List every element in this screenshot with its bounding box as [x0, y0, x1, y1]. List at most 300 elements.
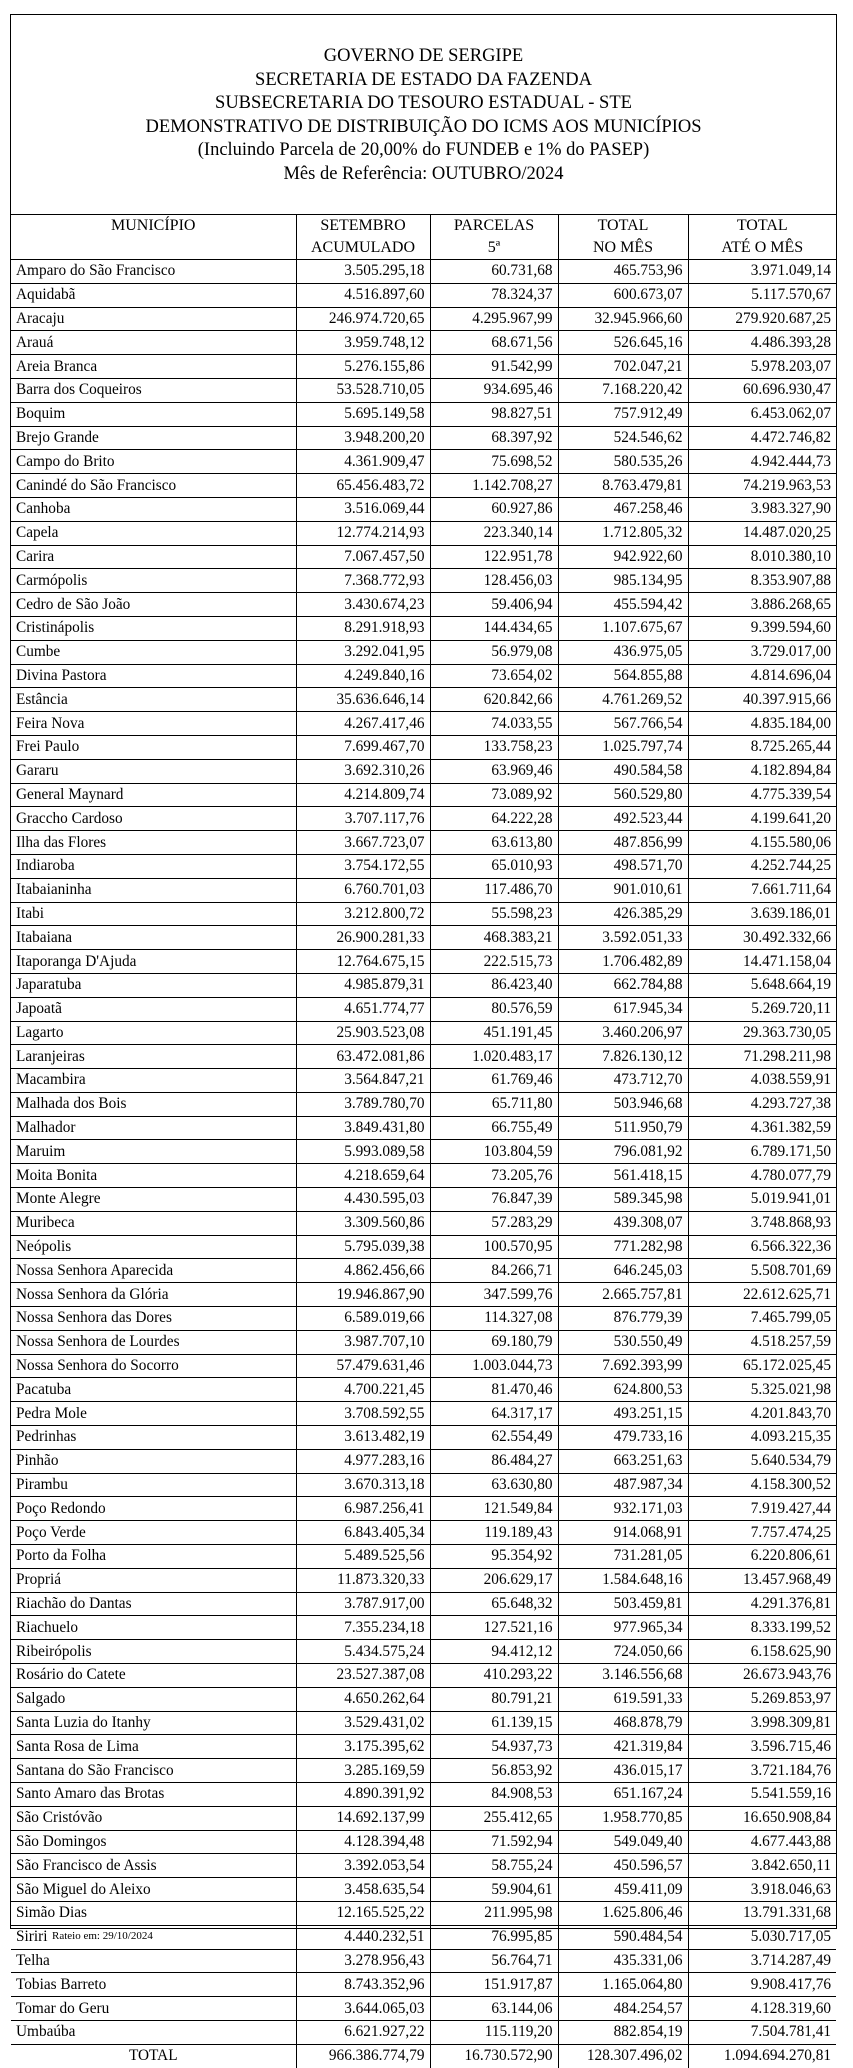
cell-total-no-mes: 7.168.220,42 [558, 378, 688, 402]
cell-municipio: Porto da Folha [11, 1545, 296, 1569]
header-line-note: (Incluindo Parcela de 20,00% do FUNDEB e 1% do PASEP) [197, 140, 650, 160]
cell-municipio: São Miguel do Aleixo [11, 1878, 296, 1902]
cell-parcela-5a: 98.827,51 [430, 402, 558, 426]
cell-setembro-acumulado: 6.589.019,66 [296, 1307, 430, 1331]
table-row [11, 1426, 836, 1450]
cell-total-ate-o-mes: 4.835.184,00 [688, 712, 836, 736]
cell-parcela-5a: 61.139,15 [430, 1711, 558, 1735]
cell-total-ate-o-mes: 5.117.570,67 [688, 283, 836, 307]
cell-total-ate-o-mes: 5.269.853,97 [688, 1687, 836, 1711]
header-line-report-title: DEMONSTRATIVO DE DISTRIBUIÇÃO DO ICMS AOS MUNICÍPIOS [145, 116, 702, 137]
cell-municipio: Poço Verde [11, 1521, 296, 1545]
table-row [11, 1521, 836, 1545]
cell-total-no-mes: 589.345,98 [558, 1188, 688, 1212]
cell-municipio: Japaratuba [11, 973, 296, 997]
cell-setembro-acumulado: 3.707.117,76 [296, 807, 430, 831]
cell-total-no-mes: 561.418,15 [558, 1164, 688, 1188]
col-header-parcelas: PARCELAS [430, 215, 558, 237]
table-head [11, 215, 836, 260]
cell-total-no-mes: 473.712,70 [558, 1069, 688, 1093]
cell-municipio: Itabaiana [11, 926, 296, 950]
cell-setembro-acumulado: 5.695.149,58 [296, 402, 430, 426]
cell-setembro-acumulado: 6.843.405,34 [296, 1521, 430, 1545]
table-row [11, 1092, 836, 1116]
cell-total-no-mes: 617.945,34 [558, 997, 688, 1021]
cell-parcela-5a: 86.484,27 [430, 1449, 558, 1473]
cell-municipio: Aracaju [11, 307, 296, 331]
cell-parcela-5a: 1.003.044,73 [430, 1354, 558, 1378]
cell-total-ate-o-mes: 5.019.941,01 [688, 1188, 836, 1212]
cell-total-ate-o-mes: 7.757.474,25 [688, 1521, 836, 1545]
cell-parcela-5a: 127.521,16 [430, 1616, 558, 1640]
cell-total-no-mes: 498.571,70 [558, 854, 688, 878]
cell-parcela-5a: 76.995,85 [430, 1925, 558, 1949]
cell-total-no-mes: 503.459,81 [558, 1592, 688, 1616]
cell-municipio: Pirambu [11, 1473, 296, 1497]
cell-total-no-mes: 524.546,62 [558, 426, 688, 450]
table-row [11, 1949, 836, 1973]
table-row [11, 712, 836, 736]
cell-setembro-acumulado: 3.212.800,72 [296, 902, 430, 926]
table-row [11, 569, 836, 593]
cell-setembro-acumulado: 3.175.395,62 [296, 1735, 430, 1759]
cell-setembro-acumulado: 246.974.720,65 [296, 307, 430, 331]
cell-parcela-5a: 122.951,78 [430, 545, 558, 569]
col-subheader-5a: 5ª [430, 237, 558, 260]
table-row [11, 1354, 836, 1378]
cell-municipio: Umbaúba [11, 2020, 296, 2044]
cell-parcela-5a: 86.423,40 [430, 973, 558, 997]
cell-municipio: Tobias Barreto [11, 1973, 296, 1997]
cell-setembro-acumulado: 3.754.172,55 [296, 854, 430, 878]
total-label: TOTAL [128, 2047, 178, 2065]
cell-parcela-5a: 80.791,21 [430, 1687, 558, 1711]
cell-setembro-acumulado: 23.527.387,08 [296, 1664, 430, 1688]
cell-parcela-5a: 100.570,95 [430, 1235, 558, 1259]
cell-municipio: Areia Branca [11, 355, 296, 379]
total-no-mes: 128.307.496,02 [558, 2044, 688, 2067]
table-row [11, 1497, 836, 1521]
cell-municipio: Indiaroba [11, 854, 296, 878]
cell-setembro-acumulado: 63.472.081,86 [296, 1045, 430, 1069]
cell-total-ate-o-mes: 5.541.559,16 [688, 1783, 836, 1807]
cell-setembro-acumulado: 4.862.456,66 [296, 1259, 430, 1283]
table-row [11, 402, 836, 426]
table-row [11, 593, 836, 617]
cell-total-ate-o-mes: 5.978.203,07 [688, 355, 836, 379]
cell-municipio: Salgado [11, 1687, 296, 1711]
cell-municipio: Pedra Mole [11, 1402, 296, 1426]
cell-total-ate-o-mes: 4.942.444,73 [688, 450, 836, 474]
table-row [11, 735, 836, 759]
cell-total-no-mes: 503.946,68 [558, 1092, 688, 1116]
cell-total-no-mes: 1.706.482,89 [558, 950, 688, 974]
table-row [11, 1449, 836, 1473]
cell-setembro-acumulado: 3.564.847,21 [296, 1069, 430, 1093]
cell-total-no-mes: 479.733,16 [558, 1426, 688, 1450]
rateio-date: Rateio em: 29/10/2024 [52, 1930, 153, 1942]
cell-total-ate-o-mes: 4.775.339,54 [688, 783, 836, 807]
cell-total-ate-o-mes: 3.998.309,81 [688, 1711, 836, 1735]
cell-total-ate-o-mes: 3.729.017,00 [688, 640, 836, 664]
cell-parcela-5a: 55.598,23 [430, 902, 558, 926]
cell-setembro-acumulado: 3.987.707,10 [296, 1330, 430, 1354]
cell-parcela-5a: 1.020.483,17 [430, 1045, 558, 1069]
cell-setembro-acumulado: 3.309.560,86 [296, 1211, 430, 1235]
cell-total-no-mes: 567.766,54 [558, 712, 688, 736]
cell-municipio: Pacatuba [11, 1378, 296, 1402]
cell-total-no-mes: 580.535,26 [558, 450, 688, 474]
table-row [11, 1711, 836, 1735]
cell-parcela-5a: 4.295.967,99 [430, 307, 558, 331]
cell-setembro-acumulado: 25.903.523,08 [296, 1021, 430, 1045]
cell-total-ate-o-mes: 4.361.382,59 [688, 1116, 836, 1140]
cell-parcela-5a: 121.549,84 [430, 1497, 558, 1521]
cell-municipio: Rosário do Catete [11, 1664, 296, 1688]
cell-parcela-5a: 620.842,66 [430, 688, 558, 712]
cell-setembro-acumulado: 3.430.674,23 [296, 593, 430, 617]
cell-total-no-mes: 436.015,17 [558, 1759, 688, 1783]
cell-parcela-5a: 144.434,65 [430, 616, 558, 640]
cell-setembro-acumulado: 6.760.701,03 [296, 878, 430, 902]
table-row [11, 1473, 836, 1497]
cell-setembro-acumulado: 7.699.467,70 [296, 735, 430, 759]
cell-setembro-acumulado: 7.368.772,93 [296, 569, 430, 593]
table-row [11, 854, 836, 878]
cell-municipio: Feira Nova [11, 712, 296, 736]
total-row [11, 2044, 836, 2067]
cell-total-no-mes: 511.950,79 [558, 1116, 688, 1140]
cell-total-ate-o-mes: 5.508.701,69 [688, 1259, 836, 1283]
cell-total-ate-o-mes: 5.030.717,05 [688, 1925, 836, 1949]
cell-total-no-mes: 560.529,80 [558, 783, 688, 807]
cell-parcela-5a: 63.144,06 [430, 1997, 558, 2021]
table-row [11, 1687, 836, 1711]
cell-setembro-acumulado: 3.670.313,18 [296, 1473, 430, 1497]
cell-total-ate-o-mes: 9.908.417,76 [688, 1973, 836, 1997]
table-row [11, 2020, 836, 2044]
col-header-total-ate: TOTAL [688, 215, 836, 237]
cell-total-no-mes: 426.385,29 [558, 902, 688, 926]
cell-total-ate-o-mes: 7.504.781,41 [688, 2020, 836, 2044]
table-row [11, 783, 836, 807]
table-row [11, 450, 836, 474]
cell-municipio: Nossa Senhora das Dores [11, 1307, 296, 1331]
cell-municipio: Nossa Senhora do Socorro [11, 1354, 296, 1378]
cell-total-ate-o-mes: 8.333.199,52 [688, 1616, 836, 1640]
cell-parcela-5a: 119.189,43 [430, 1521, 558, 1545]
cell-total-no-mes: 796.081,92 [558, 1140, 688, 1164]
cell-municipio: Amparo do São Francisco [11, 260, 296, 284]
cell-parcela-5a: 59.406,94 [430, 593, 558, 617]
cell-parcela-5a: 94.412,12 [430, 1640, 558, 1664]
cell-setembro-acumulado: 3.787.917,00 [296, 1592, 430, 1616]
cell-parcela-5a: 206.629,17 [430, 1568, 558, 1592]
cell-setembro-acumulado: 4.650.262,64 [296, 1687, 430, 1711]
cell-total-ate-o-mes: 30.492.332,66 [688, 926, 836, 950]
cell-municipio: Arauá [11, 331, 296, 355]
cell-parcela-5a: 410.293,22 [430, 1664, 558, 1688]
cell-parcela-5a: 65.648,32 [430, 1592, 558, 1616]
cell-parcela-5a: 151.917,87 [430, 1973, 558, 1997]
cell-municipio: Cumbe [11, 640, 296, 664]
table-row [11, 926, 836, 950]
cell-setembro-acumulado: 3.948.200,20 [296, 426, 430, 450]
header-line-reference-month: Mês de Referência: OUTUBRO/2024 [283, 163, 564, 184]
cell-total-no-mes: 1.584.648,16 [558, 1568, 688, 1592]
cell-parcela-5a: 63.613,80 [430, 831, 558, 855]
cell-total-ate-o-mes: 4.293.727,38 [688, 1092, 836, 1116]
cell-parcela-5a: 68.397,92 [430, 426, 558, 450]
cell-total-ate-o-mes: 9.399.594,60 [688, 616, 836, 640]
cell-total-ate-o-mes: 3.886.268,65 [688, 593, 836, 617]
cell-parcela-5a: 60.731,68 [430, 260, 558, 284]
cell-total-no-mes: 1.025.797,74 [558, 735, 688, 759]
cell-parcela-5a: 58.755,24 [430, 1854, 558, 1878]
cell-setembro-acumulado: 4.267.417,46 [296, 712, 430, 736]
cell-parcela-5a: 56.979,08 [430, 640, 558, 664]
cell-setembro-acumulado: 8.291.918,93 [296, 616, 430, 640]
cell-total-ate-o-mes: 5.325.021,98 [688, 1378, 836, 1402]
cell-parcela-5a: 64.222,28 [430, 807, 558, 831]
cell-setembro-acumulado: 3.708.592,55 [296, 1402, 430, 1426]
cell-municipio: São Francisco de Assis [11, 1854, 296, 1878]
cell-total-ate-o-mes: 4.252.744,25 [688, 854, 836, 878]
cell-parcela-5a: 95.354,92 [430, 1545, 558, 1569]
cell-setembro-acumulado: 8.743.352,96 [296, 1973, 430, 1997]
cell-total-no-mes: 882.854,19 [558, 2020, 688, 2044]
header-row-2 [11, 237, 836, 260]
cell-setembro-acumulado: 4.430.595,03 [296, 1188, 430, 1212]
cell-total-no-mes: 1.107.675,67 [558, 616, 688, 640]
header-line-subsecretariat: SUBSECRETARIA DO TESOURO ESTADUAL - STE [215, 93, 632, 113]
cell-municipio: Neópolis [11, 1235, 296, 1259]
header-line-government: GOVERNO DE SERGIPE [323, 46, 524, 66]
cell-total-ate-o-mes: 6.566.322,36 [688, 1235, 836, 1259]
cell-total-no-mes: 731.281,05 [558, 1545, 688, 1569]
cell-setembro-acumulado: 4.651.774,77 [296, 997, 430, 1021]
cell-setembro-acumulado: 3.505.295,18 [296, 260, 430, 284]
cell-total-ate-o-mes: 65.172.025,45 [688, 1354, 836, 1378]
cell-municipio: Monte Alegre [11, 1188, 296, 1212]
cell-municipio: Telha [11, 1949, 296, 1973]
table-row [11, 474, 836, 498]
cell-parcela-5a: 65.010,93 [430, 854, 558, 878]
cell-total-ate-o-mes: 3.983.327,90 [688, 497, 836, 521]
cell-total-ate-o-mes: 4.291.376,81 [688, 1592, 836, 1616]
cell-setembro-acumulado: 4.700.221,45 [296, 1378, 430, 1402]
cell-total-no-mes: 942.922,60 [558, 545, 688, 569]
cell-municipio: Nossa Senhora Aparecida [11, 1259, 296, 1283]
cell-total-ate-o-mes: 4.199.641,20 [688, 807, 836, 831]
total-parcelas: 16.730.572,90 [430, 2044, 558, 2067]
cell-total-ate-o-mes: 3.596.715,46 [688, 1735, 836, 1759]
cell-setembro-acumulado: 35.636.646,14 [296, 688, 430, 712]
table-row [11, 1402, 836, 1426]
cell-total-ate-o-mes: 4.518.257,59 [688, 1330, 836, 1354]
cell-parcela-5a: 115.119,20 [430, 2020, 558, 2044]
cell-municipio: Campo do Brito [11, 450, 296, 474]
table-row [11, 1735, 836, 1759]
cell-municipio: Siriri [11, 1925, 296, 1949]
cell-total-no-mes: 1.712.805,32 [558, 521, 688, 545]
table-row [11, 355, 836, 379]
cell-setembro-acumulado: 3.458.635,54 [296, 1878, 430, 1902]
cell-parcela-5a: 84.266,71 [430, 1259, 558, 1283]
cell-setembro-acumulado: 7.067.457,50 [296, 545, 430, 569]
cell-total-ate-o-mes: 4.201.843,70 [688, 1402, 836, 1426]
cell-total-ate-o-mes: 4.486.393,28 [688, 331, 836, 355]
table-row [11, 1307, 836, 1331]
cell-municipio: Ribeirópolis [11, 1640, 296, 1664]
cell-total-no-mes: 549.049,40 [558, 1830, 688, 1854]
cell-total-ate-o-mes: 5.269.720,11 [688, 997, 836, 1021]
cell-setembro-acumulado: 53.528.710,05 [296, 378, 430, 402]
table-row [11, 1830, 836, 1854]
cell-total-ate-o-mes: 4.472.746,82 [688, 426, 836, 450]
cell-municipio: Graccho Cardoso [11, 807, 296, 831]
cell-setembro-acumulado: 57.479.631,46 [296, 1354, 430, 1378]
cell-total-no-mes: 490.584,58 [558, 759, 688, 783]
cell-parcela-5a: 255.412,65 [430, 1806, 558, 1830]
cell-total-no-mes: 914.068,91 [558, 1521, 688, 1545]
cell-total-no-mes: 600.673,07 [558, 283, 688, 307]
cell-setembro-acumulado: 3.292.041,95 [296, 640, 430, 664]
cell-municipio: Carira [11, 545, 296, 569]
total-setembro: 966.386.774,79 [296, 2044, 430, 2067]
cell-parcela-5a: 63.969,46 [430, 759, 558, 783]
cell-total-no-mes: 876.779,39 [558, 1307, 688, 1331]
cell-municipio: Moita Bonita [11, 1164, 296, 1188]
cell-parcela-5a: 75.698,52 [430, 450, 558, 474]
cell-parcela-5a: 64.317,17 [430, 1402, 558, 1426]
cell-municipio: Aquidabã [11, 283, 296, 307]
cell-municipio: Carmópolis [11, 569, 296, 593]
cell-total-ate-o-mes: 8.010.380,10 [688, 545, 836, 569]
cell-total-ate-o-mes: 8.353.907,88 [688, 569, 836, 593]
col-header-total-mes: TOTAL [558, 215, 688, 237]
table-row [11, 1616, 836, 1640]
cell-parcela-5a: 60.927,86 [430, 497, 558, 521]
cell-municipio: Japoatã [11, 997, 296, 1021]
report-header [11, 15, 836, 215]
cell-setembro-acumulado: 12.165.525,22 [296, 1901, 430, 1925]
header-row-1 [11, 215, 836, 237]
cell-parcela-5a: 57.283,29 [430, 1211, 558, 1235]
col-header-setembro: SETEMBRO [296, 215, 430, 237]
cell-municipio: Muribeca [11, 1211, 296, 1235]
cell-total-no-mes: 7.692.393,99 [558, 1354, 688, 1378]
table-row [11, 831, 836, 855]
cell-total-ate-o-mes: 3.714.287,49 [688, 1949, 836, 1973]
cell-municipio: Divina Pastora [11, 664, 296, 688]
cell-parcela-5a: 81.470,46 [430, 1378, 558, 1402]
cell-parcela-5a: 114.327,08 [430, 1307, 558, 1331]
cell-total-no-mes: 624.800,53 [558, 1378, 688, 1402]
table-row [11, 1568, 836, 1592]
table-row [11, 1783, 836, 1807]
table-row [11, 950, 836, 974]
cell-total-no-mes: 484.254,57 [558, 1997, 688, 2021]
cell-municipio: Santa Rosa de Lima [11, 1735, 296, 1759]
cell-setembro-acumulado: 7.355.234,18 [296, 1616, 430, 1640]
cell-parcela-5a: 84.908,53 [430, 1783, 558, 1807]
cell-total-ate-o-mes: 13.791.331,68 [688, 1901, 836, 1925]
cell-municipio: São Domingos [11, 1830, 296, 1854]
cell-municipio: Riachão do Dantas [11, 1592, 296, 1616]
cell-total-no-mes: 3.592.051,33 [558, 926, 688, 950]
cell-setembro-acumulado: 4.128.394,48 [296, 1830, 430, 1854]
cell-total-ate-o-mes: 60.696.930,47 [688, 378, 836, 402]
cell-municipio: Pinhão [11, 1449, 296, 1473]
cell-setembro-acumulado: 3.516.069,44 [296, 497, 430, 521]
cell-municipio: Maruim [11, 1140, 296, 1164]
cell-total-ate-o-mes: 4.128.319,60 [688, 1997, 836, 2021]
col-subheader-municipio [11, 237, 296, 260]
table-row [11, 1759, 836, 1783]
cell-parcela-5a: 117.486,70 [430, 878, 558, 902]
cell-total-no-mes: 1.165.064,80 [558, 1973, 688, 1997]
cell-total-ate-o-mes: 8.725.265,44 [688, 735, 836, 759]
table-row [11, 1806, 836, 1830]
cell-total-ate-o-mes: 4.155.580,06 [688, 831, 836, 855]
table-row [11, 1164, 836, 1188]
cell-total-no-mes: 702.047,21 [558, 355, 688, 379]
cell-total-no-mes: 1.625.806,46 [558, 1901, 688, 1925]
cell-parcela-5a: 934.695,46 [430, 378, 558, 402]
table-row [11, 331, 836, 355]
cell-total-ate-o-mes: 3.842.650,11 [688, 1854, 836, 1878]
cell-total-no-mes: 450.596,57 [558, 1854, 688, 1878]
cell-municipio: Laranjeiras [11, 1045, 296, 1069]
cell-municipio: General Maynard [11, 783, 296, 807]
cell-setembro-acumulado: 4.985.879,31 [296, 973, 430, 997]
cell-setembro-acumulado: 3.789.780,70 [296, 1092, 430, 1116]
table-row [11, 640, 836, 664]
table-row [11, 1069, 836, 1093]
cell-municipio: Tomar do Geru [11, 1997, 296, 2021]
cell-municipio: Itabi [11, 902, 296, 926]
cell-municipio: Estância [11, 688, 296, 712]
table-row [11, 1045, 836, 1069]
cell-municipio: Brejo Grande [11, 426, 296, 450]
cell-municipio: Gararu [11, 759, 296, 783]
cell-parcela-5a: 59.904,61 [430, 1878, 558, 1902]
cell-total-no-mes: 2.665.757,81 [558, 1283, 688, 1307]
cell-municipio: Santana do São Francisco [11, 1759, 296, 1783]
cell-total-no-mes: 435.331,06 [558, 1949, 688, 1973]
cell-parcela-5a: 1.142.708,27 [430, 474, 558, 498]
cell-setembro-acumulado: 4.977.283,16 [296, 1449, 430, 1473]
cell-setembro-acumulado: 3.278.956,43 [296, 1949, 430, 1973]
cell-municipio: Simão Dias [11, 1901, 296, 1925]
cell-municipio: Nossa Senhora da Glória [11, 1283, 296, 1307]
table-row [11, 759, 836, 783]
cell-parcela-5a: 347.599,76 [430, 1283, 558, 1307]
cell-municipio: Cedro de São João [11, 593, 296, 617]
cell-municipio: Malhador [11, 1116, 296, 1140]
cell-total-no-mes: 901.010,61 [558, 878, 688, 902]
cell-parcela-5a: 66.755,49 [430, 1116, 558, 1140]
cell-total-no-mes: 436.975,05 [558, 640, 688, 664]
cell-total-ate-o-mes: 3.971.049,14 [688, 260, 836, 284]
table-row [11, 1211, 836, 1235]
cell-total-ate-o-mes: 6.789.171,50 [688, 1140, 836, 1164]
table-row [11, 1259, 836, 1283]
table-row [11, 426, 836, 450]
cell-total-ate-o-mes: 3.748.868,93 [688, 1211, 836, 1235]
cell-municipio: Barra dos Coqueiros [11, 378, 296, 402]
